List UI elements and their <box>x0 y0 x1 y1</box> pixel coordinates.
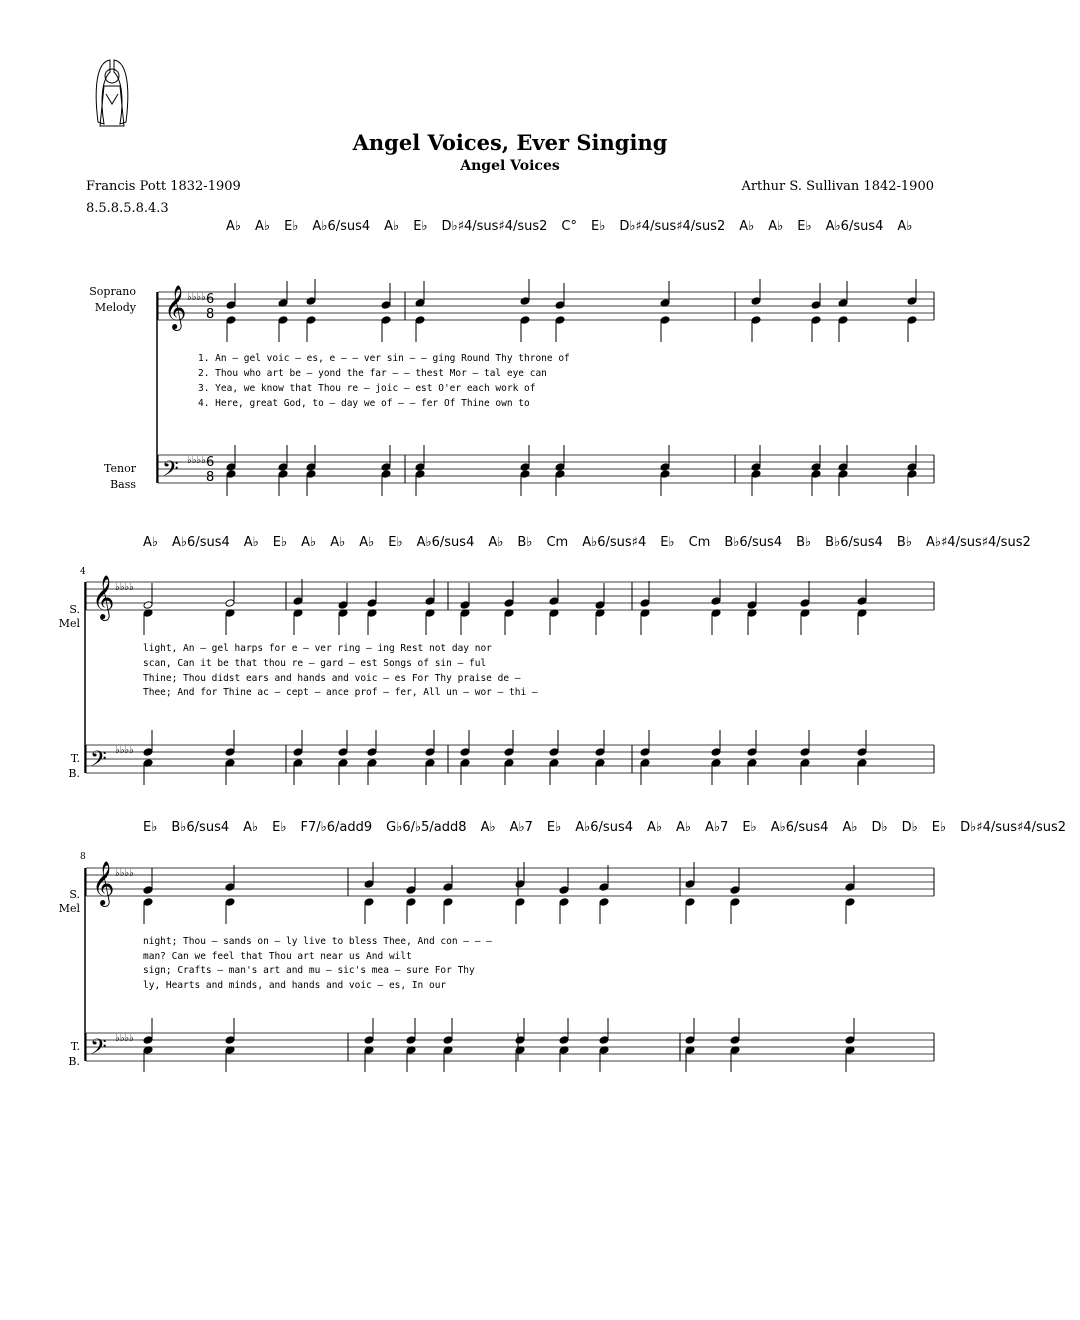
note-head <box>443 1036 453 1045</box>
note-head <box>338 601 348 610</box>
note-head <box>747 601 757 610</box>
measure-number-8: 8 <box>80 852 86 862</box>
melody-short-label: Mel <box>58 617 80 630</box>
chord-symbol: C° <box>561 219 577 234</box>
lyric-line: night; Thou – sands on – ly live to bless Thee, And con – – – <box>143 936 492 947</box>
bass-short-label: B. <box>68 767 80 780</box>
note-head <box>226 316 236 325</box>
chord-symbol: D♭ <box>871 820 888 835</box>
chord-symbol: A♭ <box>897 219 913 234</box>
chord-symbol: A♭6/sus4 <box>416 535 475 550</box>
note-head <box>907 316 917 325</box>
chord-symbol: B♭ <box>517 535 533 550</box>
lyric-line: man? Can we feel that Thou art near us And wilt <box>143 951 412 962</box>
note-head <box>225 883 235 892</box>
note-head <box>730 886 740 895</box>
chord-symbol: A♭6/sus4 <box>575 820 633 835</box>
note-head <box>443 898 453 907</box>
note-head <box>225 748 235 757</box>
chord-symbol: A♭ <box>255 219 271 234</box>
note-head <box>520 316 530 325</box>
note-head <box>278 463 288 472</box>
chord-symbol: E♭ <box>284 219 299 234</box>
chord-symbol: A♭6/sus♯4 <box>582 535 647 550</box>
note-head <box>555 463 565 472</box>
note-head <box>800 599 810 608</box>
page-title: Angel Voices, Ever Singing <box>352 130 668 155</box>
note-head <box>555 470 565 479</box>
note-head <box>549 597 559 606</box>
note-head <box>381 301 391 310</box>
note-head <box>685 1036 695 1045</box>
note-head <box>143 886 153 895</box>
chord-symbol: A♭7 <box>705 820 729 835</box>
key-signature-icon: ♭♭♭♭ <box>187 292 206 303</box>
lyric-line: light, An – gel harps for e – ver ring – ing Rest not day nor <box>143 643 492 654</box>
composer-credit: Arthur S. Sullivan 1842-1900 <box>741 179 934 194</box>
note-head <box>811 316 821 325</box>
note-head <box>845 1036 855 1045</box>
note-head <box>559 1036 569 1045</box>
note-head <box>549 748 559 757</box>
note-head <box>751 297 761 306</box>
note-head <box>406 886 416 895</box>
note-head <box>520 297 530 306</box>
note-head <box>730 898 740 907</box>
chord-symbol: E♭ <box>742 820 757 835</box>
time-signature-numerator: 6 <box>206 455 215 470</box>
chord-symbol: B♭6/sus4 <box>724 535 783 550</box>
chord-symbol: B♭ <box>796 535 812 550</box>
note-head <box>415 316 425 325</box>
chord-symbol: D♭ <box>901 820 918 835</box>
note-head <box>555 301 565 310</box>
lyric-line: sign; Crafts – man's art and mu – sic's mea – sure For Thy <box>143 965 475 976</box>
chord-symbol: B♭6/sus4 <box>825 535 883 550</box>
note-head <box>751 470 761 479</box>
measure-number-4: 4 <box>80 567 86 577</box>
note-head <box>278 470 288 479</box>
chord-symbol: E♭ <box>272 820 287 835</box>
note-head <box>381 470 391 479</box>
chord-symbol: A♭ <box>330 535 346 550</box>
note-head <box>907 297 917 306</box>
key-signature-icon: ♭♭♭♭ <box>115 582 134 593</box>
note-head <box>225 898 235 907</box>
soprano-short-label: S. <box>69 603 80 616</box>
note-head <box>845 898 855 907</box>
chord-symbol: Cm <box>546 535 569 550</box>
note-head <box>730 1036 740 1045</box>
note-head <box>595 601 605 610</box>
melody-label: Melody <box>94 301 136 314</box>
note-head <box>857 597 867 606</box>
note-head <box>367 599 377 608</box>
note-head <box>367 748 377 757</box>
bass-label: Bass <box>110 478 136 491</box>
note-head <box>425 748 435 757</box>
chord-symbol: A♭6/sus4 <box>312 219 371 234</box>
key-signature-icon: ♭♭♭♭ <box>115 745 134 756</box>
note-head <box>559 898 569 907</box>
chord-symbol: A♭♯4/sus♯4/sus2 <box>925 535 1031 550</box>
chord-symbol: A♭ <box>842 820 858 835</box>
chord-symbol: E♭ <box>931 820 947 835</box>
chord-symbol: A♭ <box>676 820 692 835</box>
chord-symbol: E♭ <box>272 535 288 550</box>
chord-symbol: A♭ <box>384 219 400 234</box>
chord-symbol: B♭6/sus4 <box>171 820 230 835</box>
note-head <box>838 470 848 479</box>
note-head <box>415 470 425 479</box>
time-signature-denominator: 8 <box>206 470 215 485</box>
note-head <box>595 748 605 757</box>
chord-symbol: Cm <box>688 535 711 550</box>
treble-clef-icon: 𝄞 <box>92 861 115 905</box>
note-head <box>907 463 917 472</box>
note-head <box>640 599 650 608</box>
poet-credit: Francis Pott 1832-1909 <box>86 179 241 194</box>
chord-symbol: E♭ <box>413 219 428 234</box>
note-head <box>226 463 236 472</box>
note-head <box>364 880 374 889</box>
note-head <box>381 463 391 472</box>
time-signature-numerator: 6 <box>206 292 215 307</box>
note-head <box>640 748 650 757</box>
treble-clef-icon: 𝄞 <box>92 575 115 619</box>
lyric-line: 2. Thou who art be – yond the far – – thest Mor – tal eye can <box>198 368 547 379</box>
note-head <box>460 601 470 610</box>
key-signature-icon: ♭♭♭♭ <box>187 455 206 466</box>
lyric-line: scan, Can it be that thou re – gard – est Songs of sin – ful <box>143 658 487 669</box>
chord-symbol: A♭ <box>243 535 259 550</box>
note-head <box>293 748 303 757</box>
note-head <box>907 470 917 479</box>
note-head <box>364 1036 374 1045</box>
note-head <box>306 297 316 306</box>
chord-symbol: D♭♯4/sus♯4/sus2 <box>619 219 726 234</box>
note-head <box>381 316 391 325</box>
note-head <box>520 470 530 479</box>
note-head <box>415 463 425 472</box>
key-signature-icon: ♭♭♭♭ <box>115 868 134 879</box>
chord-symbol: A♭6/sus4 <box>825 219 884 234</box>
note-head <box>520 463 530 472</box>
chord-symbol: A♭ <box>226 219 242 234</box>
page-subtitle: Angel Voices <box>460 158 560 174</box>
chord-symbol: E♭ <box>388 535 403 550</box>
chord-symbol: A♭ <box>243 820 259 835</box>
note-head <box>143 601 153 610</box>
note-head <box>306 463 316 472</box>
note-head <box>226 470 236 479</box>
melody-short-label-3: Mel <box>58 902 80 915</box>
time-signature-denominator: 8 <box>206 307 215 322</box>
note-head <box>406 898 416 907</box>
lyric-line: 1. An – gel voic – es, e – – ver sin – – ging Round Thy throne of <box>198 353 570 364</box>
note-head <box>599 883 609 892</box>
note-head <box>226 301 236 310</box>
note-head <box>460 748 470 757</box>
chord-symbol: A♭ <box>359 535 375 550</box>
note-head <box>225 1036 235 1045</box>
note-head <box>143 748 153 757</box>
chord-symbol: A♭ <box>739 219 755 234</box>
chord-symbol: E♭ <box>591 219 606 234</box>
note-head <box>685 898 695 907</box>
soprano-short-label-3: S. <box>69 888 80 901</box>
lyric-line: Thine; Thou didst ears and hands and voic – es For Thy praise de – <box>143 673 521 684</box>
note-head <box>278 316 288 325</box>
chord-symbol: A♭ <box>646 820 663 835</box>
chord-symbol: A♭7 <box>509 820 533 835</box>
note-head <box>751 463 761 472</box>
chord-symbol: B♭ <box>896 535 912 550</box>
chord-symbol: A♭ <box>301 535 317 550</box>
note-head <box>838 463 848 472</box>
note-head <box>293 597 303 606</box>
note-head <box>811 463 821 472</box>
note-head <box>338 748 348 757</box>
note-head <box>660 470 670 479</box>
tenor-short-label: T. <box>70 752 80 765</box>
note-head <box>425 597 435 606</box>
bass-short-label-3: B. <box>68 1055 80 1068</box>
chord-symbol: E♭ <box>143 820 158 835</box>
treble-clef-icon: 𝄞 <box>164 285 187 329</box>
key-signature-icon: ♭♭♭♭ <box>115 1033 134 1044</box>
note-head <box>711 597 721 606</box>
note-head <box>800 748 810 757</box>
chord-symbol: A♭6/sus4 <box>770 820 829 835</box>
note-head <box>306 316 316 325</box>
note-head <box>857 748 867 757</box>
note-head <box>599 898 609 907</box>
note-head <box>660 316 670 325</box>
bass-clef-icon: 𝄢 <box>90 747 107 777</box>
note-head <box>143 1036 153 1045</box>
note-head <box>515 1036 525 1045</box>
soprano-label: Soprano <box>89 285 136 298</box>
note-head <box>845 883 855 892</box>
chord-symbol: G♭6/♭5/add8 <box>386 820 467 835</box>
tenor-label: Tenor <box>104 462 136 475</box>
lyric-line: Thee; And for Thine ac – cept – ance prof – fer, All un – wor – thi – <box>143 687 538 698</box>
lyric-line: ly, Hearts and minds, and hands and voic – es, In our <box>143 980 447 991</box>
note-head <box>747 748 757 757</box>
note-head <box>504 599 514 608</box>
note-head <box>751 316 761 325</box>
chord-symbol: E♭ <box>546 820 562 835</box>
note-head <box>143 898 153 907</box>
lyric-line: 3. Yea, we know that Thou re – joic – est O'er each work of <box>198 383 536 394</box>
note-head <box>306 470 316 479</box>
tenor-short-label-3: T. <box>70 1040 80 1053</box>
bass-clef-icon: 𝄢 <box>162 457 179 487</box>
note-head <box>685 880 695 889</box>
chord-symbol: D♭♯4/sus♯4/sus2 <box>960 820 1067 835</box>
bass-clef-icon: 𝄢 <box>90 1035 107 1065</box>
note-head <box>504 748 514 757</box>
note-head <box>225 599 235 608</box>
note-head <box>711 748 721 757</box>
chord-symbol: F7/♭6/add9 <box>300 820 373 835</box>
note-head <box>811 301 821 310</box>
chord-symbol: A♭ <box>143 535 159 550</box>
note-head <box>443 883 453 892</box>
note-head <box>555 316 565 325</box>
chord-symbol: A♭ <box>480 820 496 835</box>
note-head <box>660 463 670 472</box>
note-head <box>838 316 848 325</box>
note-head <box>559 886 569 895</box>
chord-symbol: A♭ <box>488 535 504 550</box>
lyric-line: 4. Here, great God, to – day we of – – fer Of Thine own to <box>198 398 530 409</box>
note-head <box>599 1036 609 1045</box>
chord-symbol: A♭ <box>768 219 784 234</box>
note-head <box>515 898 525 907</box>
chord-symbol: E♭ <box>797 219 812 234</box>
chord-symbol: A♭6/sus4 <box>172 535 230 550</box>
chord-symbol: E♭ <box>660 535 675 550</box>
note-head <box>811 470 821 479</box>
meter-label: 8.5.8.5.8.4.3 <box>86 201 169 216</box>
note-head <box>515 880 525 889</box>
chord-symbol: D♭♯4/sus♯4/sus2 <box>441 219 548 234</box>
note-head <box>406 1036 416 1045</box>
note-head <box>364 898 374 907</box>
